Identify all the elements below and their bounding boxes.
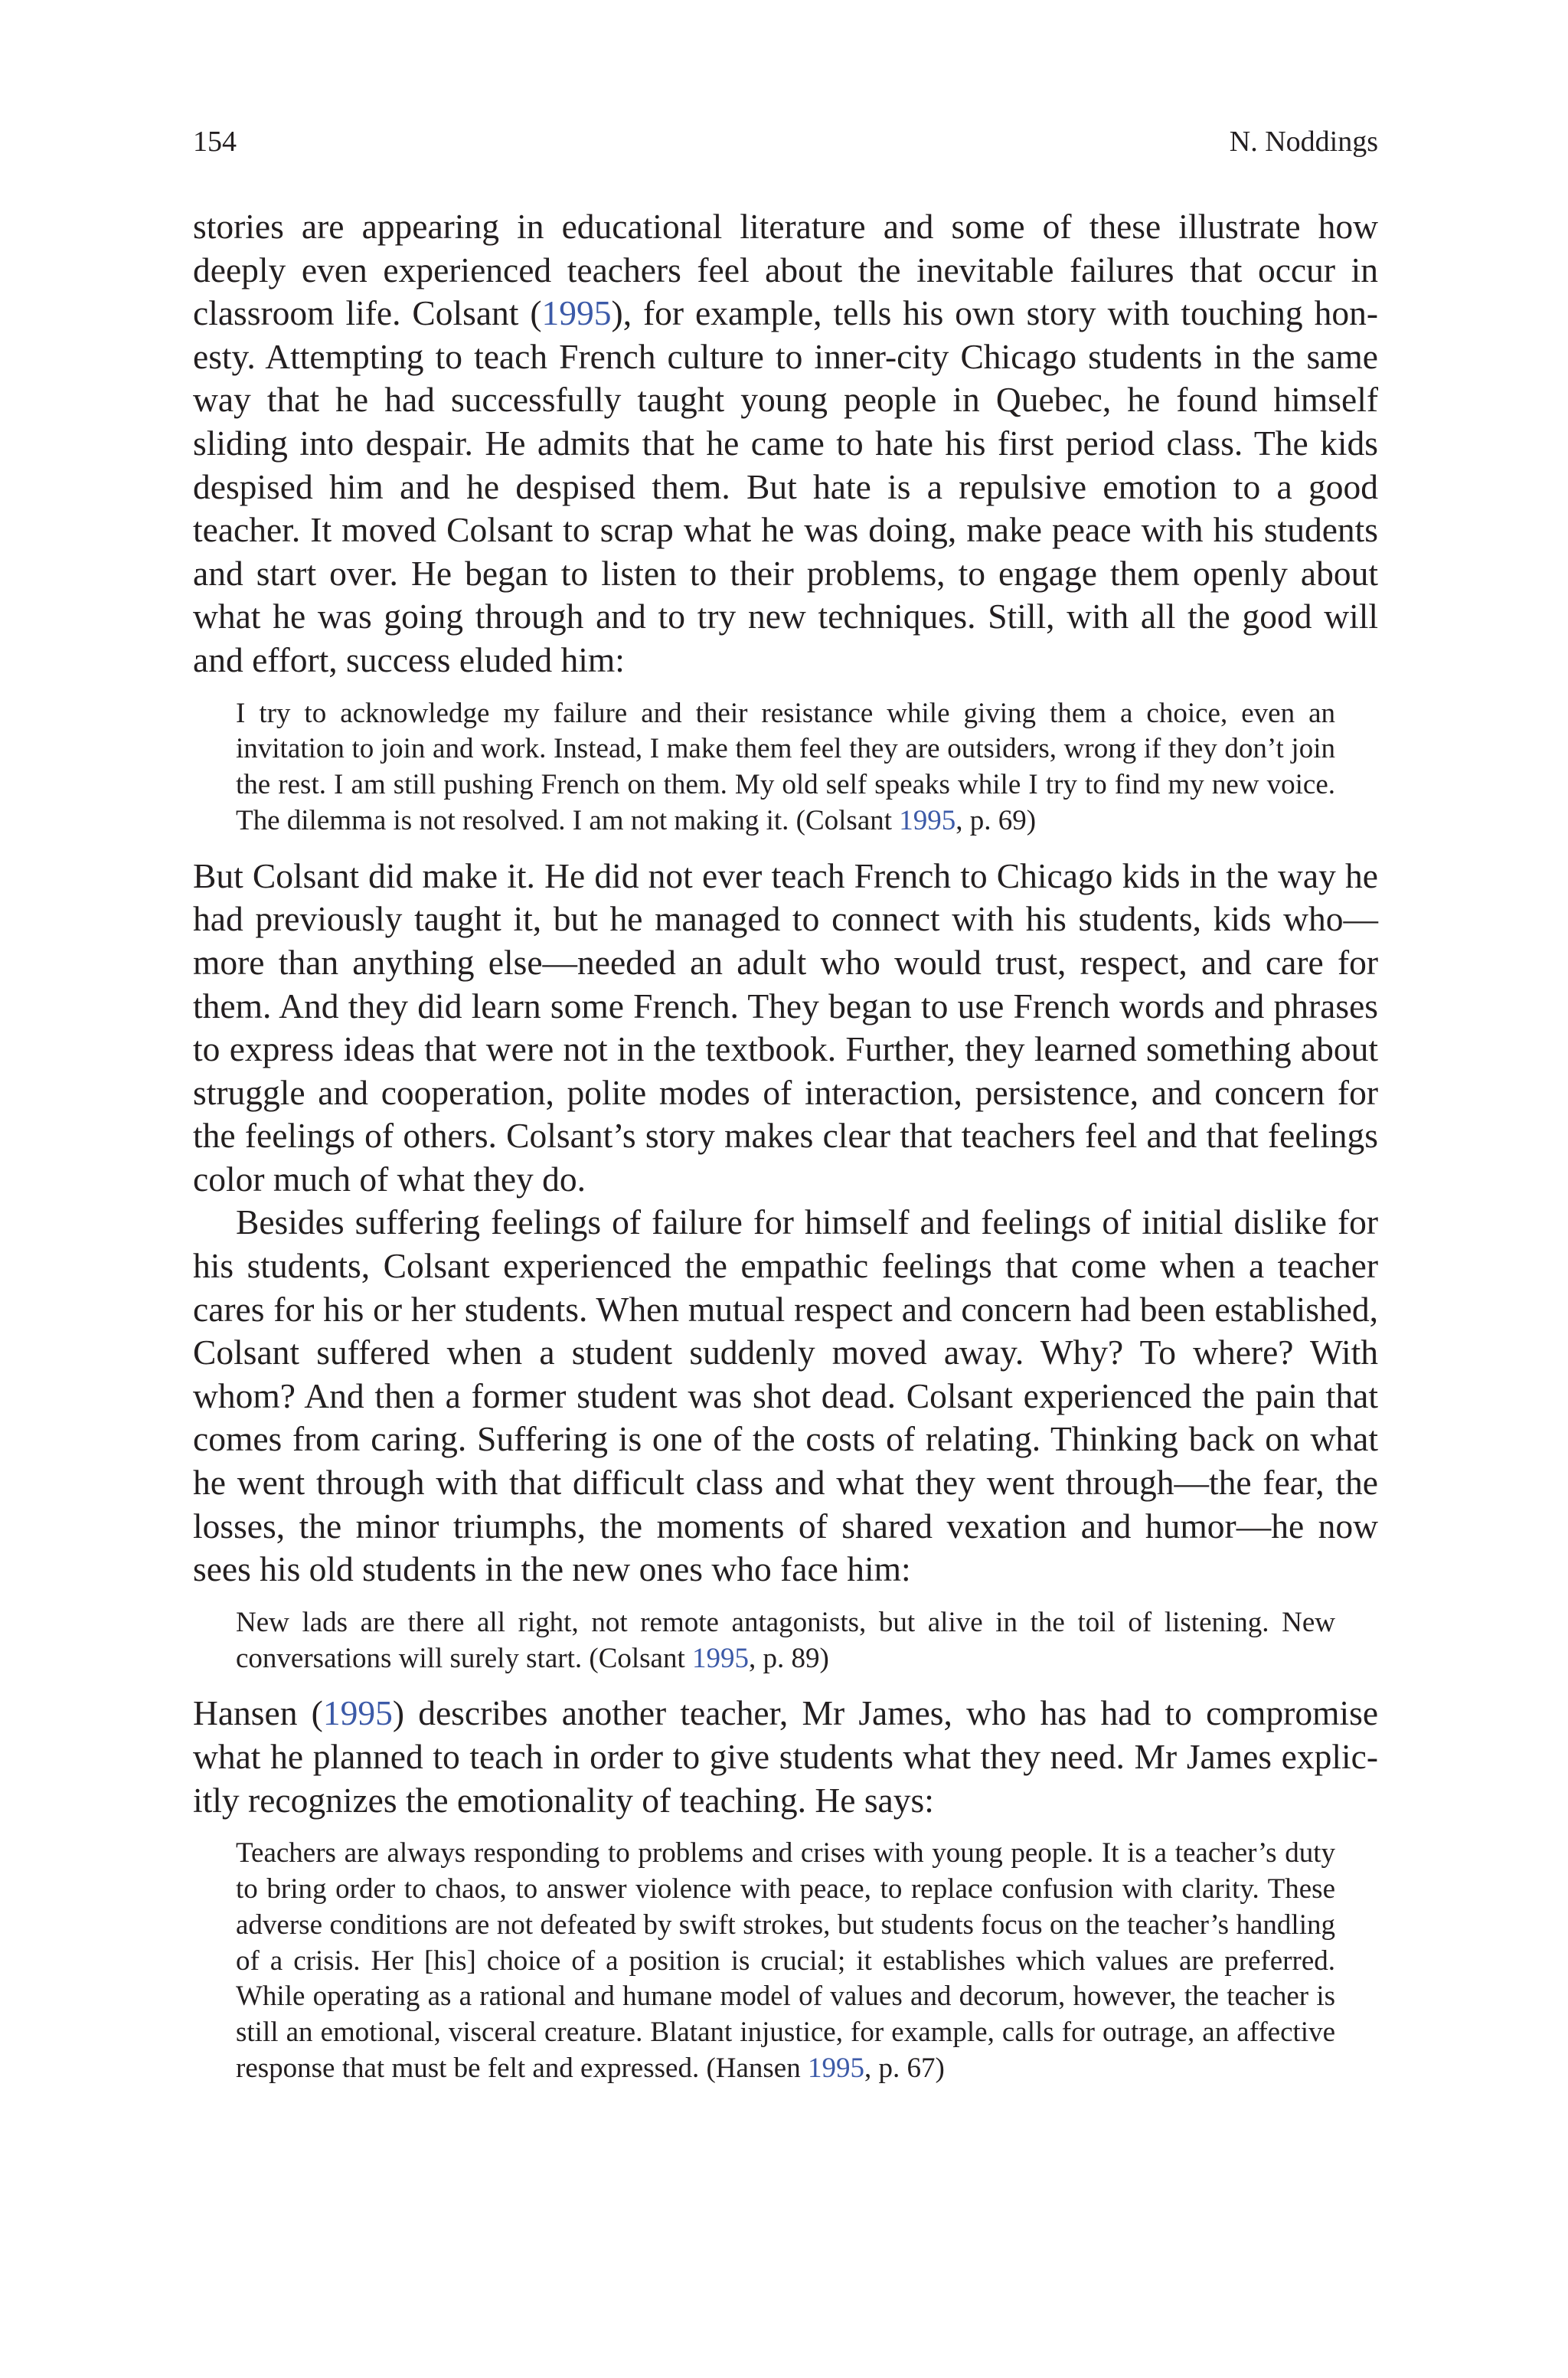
paragraph-colsant-success: But Colsant did make it. He did not ever teach French to Chicago kids in the way he had previously taught it, but he managed to connect with his students, kids who—more than anything else—needed an adult who would trust, respect, and care for them. And they did learn some French. They began to use French words and phrases to express ideas that were not in the textbook. Further, they learned something about struggle and cooperation, polite modes of interaction, persistence, and concern for the feelings of others. Colsant’s story makes clear that teachers feel and that feelings color much of what they do. bbox=[193, 855, 1378, 1199]
paragraph-colsant-intro bbox=[193, 205, 1378, 682]
text-span: I try to acknowledge my failure and their resistance while giving them a choice, even an invitation to join and work. Instead, I make them feel they are outsiders, wrong if they don’t join the rest. I am still pushing French on them. My old self speaks while I try to find my new voice. The dilemma is not resolved. I am not making it. (Colsant bbox=[236, 697, 1335, 836]
block-quote-colsant-p69 bbox=[236, 696, 1335, 839]
citation-link-colsant-1995[interactable]: 1995 bbox=[899, 804, 956, 836]
citation-link-colsant-1995[interactable]: 1995 bbox=[541, 293, 612, 333]
paragraph-empathic-feelings: Besides suffering feelings of failure for himself and feelings of initial dislike for his students, Colsant experienced the empathic feelings that come when a teacher cares for his or her students. When mutual respect and concern had been established, Colsant suffered when a student suddenly moved away. Why? To where? With whom? And then a former student was shot dead. Colsant experienced the pain that comes from caring. Suffering is one of the costs of relating. Thinking back on what he went through with that difficult class and what they went through—the fear, the losses, the minor triumphs, the moments of shared vexation and humor—he now sees his old students in the new ones who face him: bbox=[193, 1202, 1378, 1589]
citation-link-hansen-1995[interactable]: 1995 bbox=[807, 2052, 864, 2084]
citation-link-hansen-1995[interactable]: 1995 bbox=[322, 1693, 393, 1733]
text-span: ) describes another teacher, Mr James, who has had to compromise what he planned to teach in order to give students what they need. Mr James explicitly recognizes the emotionality of teaching. He says: bbox=[193, 1693, 1379, 1820]
text-span: , p. 89) bbox=[749, 1642, 829, 1674]
text-span: stories are appearing in educational literature and some of these illustrate how deeply even experienced teachers feel about the inevitable failures that occur in classroom life. Colsant ( bbox=[193, 207, 1378, 333]
text-span: Hansen ( bbox=[193, 1693, 323, 1733]
block-quote-colsant-p89 bbox=[236, 1605, 1335, 1677]
running-author: N. Noddings bbox=[1229, 126, 1378, 158]
text-span: , p. 69) bbox=[956, 804, 1037, 836]
citation-link-colsant-1995[interactable]: 1995 bbox=[692, 1642, 750, 1674]
text-span: , p. 67) bbox=[864, 2052, 945, 2084]
block-quote-hansen-p67 bbox=[236, 1836, 1335, 2087]
body-text bbox=[193, 205, 1378, 2087]
text-span: ), for example, tells his own story with touching honesty. Attempting to teach French culture to inner-city Chicago students in the same way that he had successfully taught young people in Quebec, he found himself sliding into despair. He admits that he came to hate his first period class. The kids despised him and he despised them. But hate is a repulsive emotion to a good teacher. It moved Colsant to scrap what he was doing, make peace with his students and start over. He began to listen to their problems, to engage them openly about what he was going through and to try new techniques. Still, with all the good will and effort, success eluded him: bbox=[193, 293, 1378, 679]
paragraph-hansen bbox=[193, 1692, 1378, 1822]
page bbox=[193, 0, 1378, 2102]
text-span: Teachers are always responding to problems and crises with young people. It is a teacher’s duty to bring order to chaos, to answer violence with peace, to replace confusion with clarity. These adverse conditions are not defeated by swift strokes, but students focus on the teacher’s handling of a crisis. Her [his] choice of a position is crucial; it establishes which values are preferred. While operating as a rational and humane model of values and decorum, however, the teacher is still an emotional, visceral creature. Blatant injustice, for example, calls for outrage, an affective response that must be felt and expressed. (Hansen bbox=[236, 1837, 1335, 2084]
text-span: New lads are there all right, not remote antagonists, but alive in the toil of listening. New conversations will surely start. (Colsant bbox=[236, 1606, 1335, 1674]
page-number: 154 bbox=[193, 126, 237, 158]
running-head bbox=[193, 123, 1378, 168]
